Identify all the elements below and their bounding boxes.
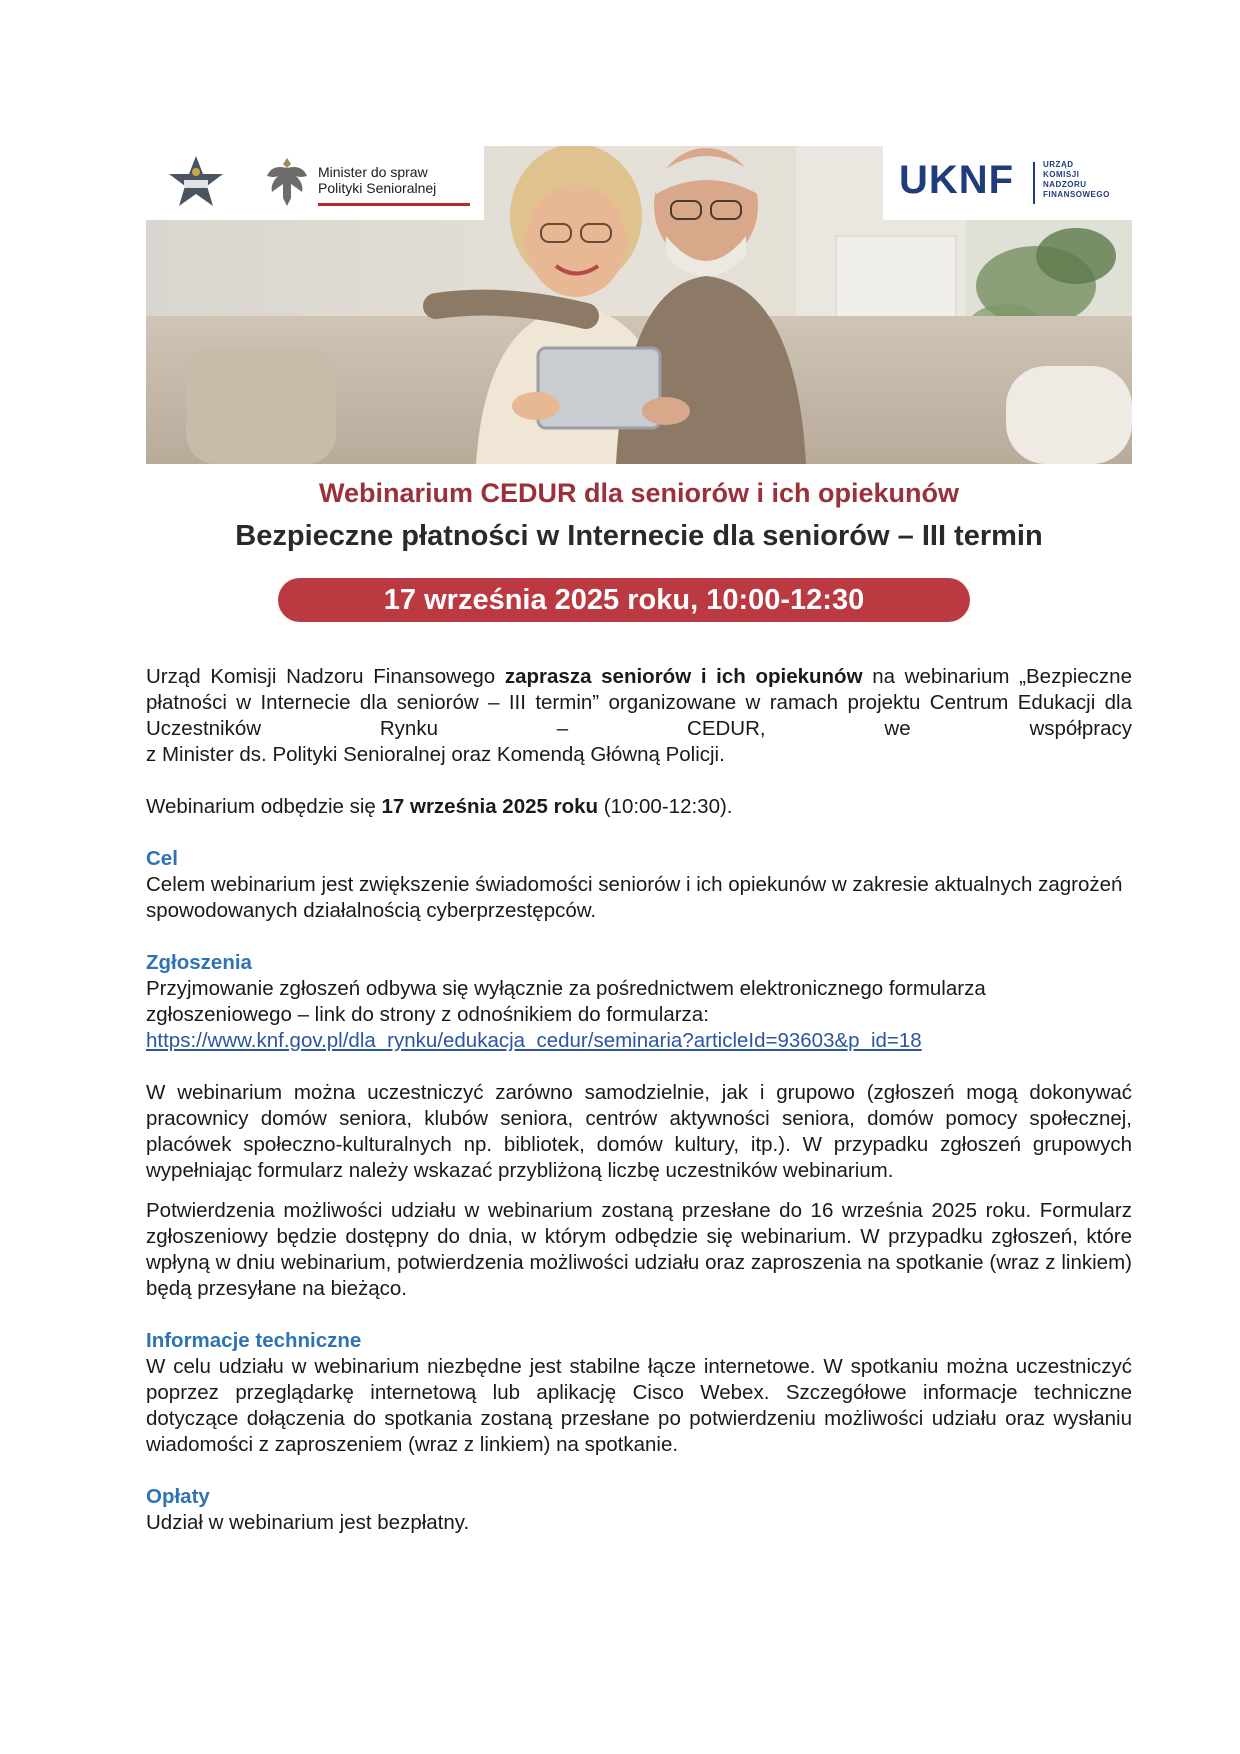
banner-subtitle: Webinarium CEDUR dla seniorów i ich opiekunów xyxy=(318,478,960,508)
confirmation-paragraph: Potwierdzenia możliwości udziału w webinarium zostaną przesłane do 16 września 2025 roku. Formularz zgłoszeniowy będzie dostępny do dnia, w którym odbędzie się webinarium. W przypadku zgłoszeń, które wpłyną w dniu webinarium, potwierdzenia możliwości udziału oraz zaproszenia na spotkanie (wraz z linkiem) będą przesyłane na bieżąco. xyxy=(146,1199,1132,1300)
fees-text: Udział w webinarium jest bezpłatny. xyxy=(146,1511,470,1534)
section-heading-signup: Zgłoszenia xyxy=(146,951,252,974)
goal-text: Celem webinarium jest zwiększenie świadomości seniorów i ich opiekunów w zakresie aktualnych zagrożeń spowodowanych działalnością cyberprzestępców. xyxy=(146,873,1123,922)
uknf-name-line: NADZORU xyxy=(1043,180,1087,189)
signup-form-link[interactable]: https://www.knf.gov.pl/dla_rynku/edukacja_cedur/seminaria?articleId=93603&p_id=18 xyxy=(146,1029,922,1052)
banner-title: Bezpieczne płatności w Internecie dla seniorów – III termin xyxy=(235,520,1043,552)
intro-text-2: na webinarium „Bezpieczne płatności w Internecie dla seniorów – III termin” organizowane w ramach projektu Centrum Edukacji dla Uczestników Rynku – CEDUR, we współpracy xyxy=(146,665,1132,740)
intro-text-3: z Minister ds. Polityki Senioralnej oraz Komendą Główną Policji. xyxy=(146,743,725,766)
when-date: 17 września 2025 roku xyxy=(381,795,599,818)
intro-paragraph xyxy=(146,664,1132,742)
uknf-name-line: FINANSOWEGO xyxy=(1043,190,1110,199)
minister-underline xyxy=(318,203,470,206)
date-pill: 17 września 2025 roku, 10:00-12:30 xyxy=(278,578,970,622)
uknf-wordmark: UKNF xyxy=(899,158,1015,202)
when-paragraph xyxy=(146,794,1132,820)
section-heading-fees: Opłaty xyxy=(146,1485,210,1508)
uknf-separator xyxy=(1033,162,1035,204)
section-heading-goal: Cel xyxy=(146,847,178,870)
uknf-full-name xyxy=(1043,160,1110,200)
when-text: Webinarium odbędzie się xyxy=(146,795,382,818)
uknf-logo xyxy=(883,146,1132,220)
minister-line-2: Polityki Senioralnej xyxy=(318,180,437,196)
uknf-name-line: KOMISJI xyxy=(1043,170,1080,179)
signup-text: Przyjmowanie zgłoszeń odbywa się wyłącznie za pośrednictwem elektronicznego formularza zgłoszeniowego – link do strony z odnośnikiem do formularza: xyxy=(146,977,986,1026)
intro-bold: zaprasza seniorów i ich opiekunów xyxy=(504,665,863,688)
when-time: (10:00-12:30). xyxy=(598,795,733,818)
polish-eagle-emblem xyxy=(264,154,310,210)
document-body xyxy=(146,664,1132,1536)
intro-text: Urząd Komisji Nadzoru Finansowego xyxy=(146,665,505,688)
section-heading-tech: Informacje techniczne xyxy=(146,1329,362,1352)
partner-logos xyxy=(146,146,484,220)
banner-image xyxy=(146,146,1132,464)
tech-paragraph: W celu udziału w webinarium niezbędne jest stabilne łącze internetowe. W spotkaniu można uczestniczyć poprzez przeglądarkę internetową lub aplikację Cisco Webex. Szczegółowe informacje techniczne dotyczące dołączenia do spotkania zostaną przesłane po potwierdzeniu możliwości udziału oraz wysłaniu wiadomości z zaproszeniem (wraz z linkiem) na spotkanie. xyxy=(146,1355,1132,1456)
uknf-name-line: URZĄD xyxy=(1043,160,1074,169)
minister-logo-text xyxy=(318,164,436,196)
police-star-logo xyxy=(166,154,226,212)
minister-line-1: Minister do spraw xyxy=(318,164,428,180)
participation-paragraph: W webinarium można uczestniczyć zarówno samodzielnie, jak i grupowo (zgłoszeń mogą dokonywać pracownicy domów seniora, klubów seniora, centrów aktywności seniora, domów pomocy społecznej, placówek społeczno-kulturalnych np. bibliotek, domów kultury, itp.). W przypadku zgłoszeń grupowych wypełniając formularz należy wskazać przybliżoną liczbę uczestników webinarium. xyxy=(146,1081,1132,1182)
intro-paragraph-end xyxy=(146,742,1132,768)
